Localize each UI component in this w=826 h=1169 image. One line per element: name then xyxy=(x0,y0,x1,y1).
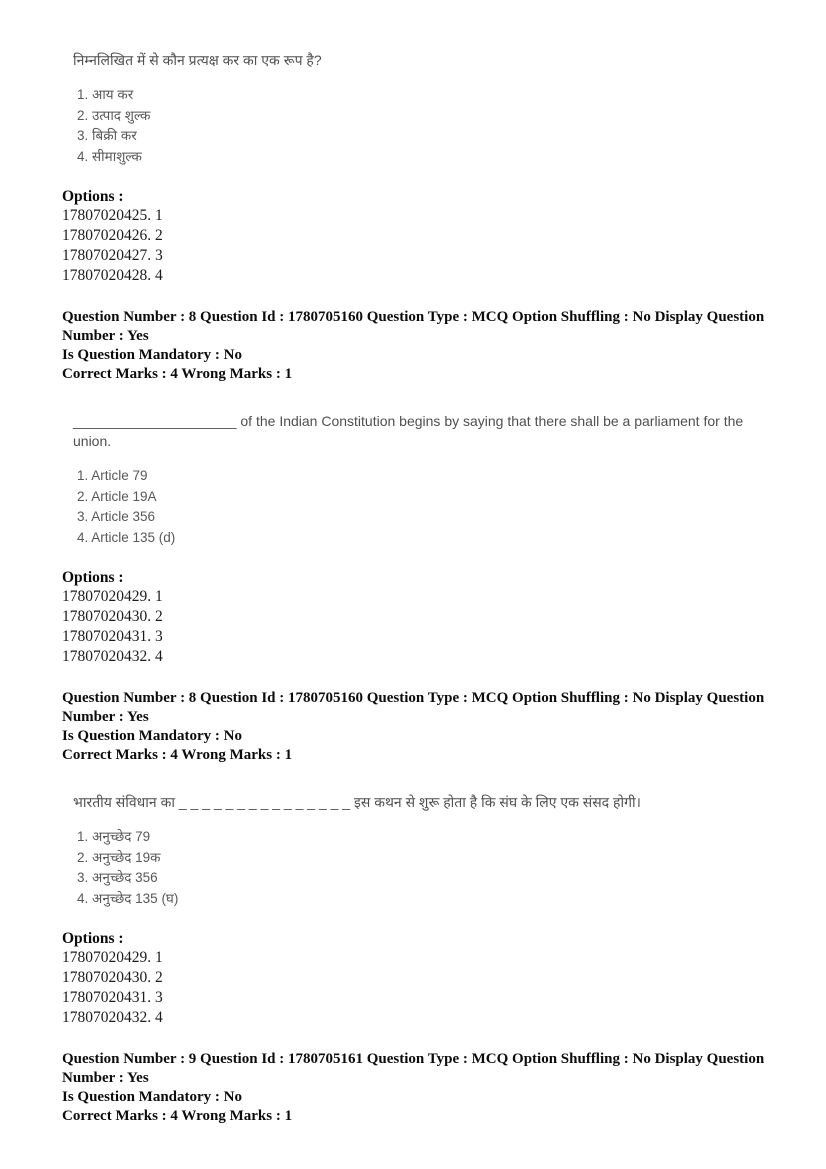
choice-item: 4. अनुच्छेद 135 (घ) xyxy=(77,890,179,906)
choice-list xyxy=(77,85,776,167)
option-id-list xyxy=(62,587,776,667)
question-metadata xyxy=(62,689,772,765)
option-id-row: 17807020426. 2 xyxy=(62,227,163,244)
question-block-hindi-q9 xyxy=(62,792,776,1126)
marks-line: Correct Marks : 4 Wrong Marks : 1 xyxy=(62,1108,293,1124)
option-id-list xyxy=(62,948,776,1028)
option-id-row: 17807020428. 4 xyxy=(62,267,163,284)
option-id-row: 17807020427. 3 xyxy=(62,247,163,264)
options-heading: Options : xyxy=(62,569,124,586)
option-id-row: 17807020430. 2 xyxy=(62,608,163,625)
option-id-list xyxy=(62,206,776,286)
option-id-row: 17807020430. 2 xyxy=(62,969,163,986)
meta-line-1: Question Number : 8 Question Id : 1780705160 Question Type : MCQ Option Shuffling : No Display Question Number : Yes xyxy=(62,309,765,344)
meta-line-1: Question Number : 8 Question Id : 1780705160 Question Type : MCQ Option Shuffling : No Display Question Number : Yes xyxy=(62,690,765,725)
meta-line-2: Is Question Mandatory : No xyxy=(62,1089,243,1105)
option-id-row: 17807020425. 1 xyxy=(62,207,163,224)
choice-item: 1. आय कर xyxy=(77,87,134,102)
choice-item: 2. अनुच्छेद 19क xyxy=(77,849,161,865)
question-text: निम्नलिखित में से कौन प्रत्यक्ष कर का एक रूप है? xyxy=(73,52,322,68)
question-text: _____________________ of the Indian Constitution begins by saying that there shall be a parliament for the union. xyxy=(73,413,744,449)
question-block-hindi-q8 xyxy=(62,50,776,384)
meta-line-2: Is Question Mandatory : No xyxy=(62,347,243,363)
choice-item: 3. अनुच्छेद 356 xyxy=(77,870,158,885)
option-id-row: 17807020432. 4 xyxy=(62,648,163,665)
marks-line: Correct Marks : 4 Wrong Marks : 1 xyxy=(62,747,293,763)
meta-line-1: Question Number : 9 Question Id : 1780705161 Question Type : MCQ Option Shuffling : No Display Question Number : Yes xyxy=(62,1051,765,1086)
choice-item: 2. उत्पाद शुल्क xyxy=(77,107,151,123)
options-heading: Options : xyxy=(62,930,124,947)
choice-item: 1. अनुच्छेद 79 xyxy=(77,829,151,844)
meta-line-2: Is Question Mandatory : No xyxy=(62,728,243,744)
choice-item: 3. Article 356 xyxy=(77,509,156,524)
choice-list xyxy=(77,466,776,548)
choice-item: 4. सीमाशुल्क xyxy=(77,148,142,164)
option-id-row: 17807020429. 1 xyxy=(62,949,163,966)
options-heading: Options : xyxy=(62,188,124,205)
option-id-row: 17807020432. 4 xyxy=(62,1009,163,1026)
choice-item: 3. बिक्री कर xyxy=(77,128,137,143)
option-id-row: 17807020431. 3 xyxy=(62,989,163,1006)
question-text: भारतीय संविधान का _ _ _ _ _ _ _ _ _ _ _ _ _ _ _ इस कथन से शुरू होता है कि संघ के लिए एक संसद होगी। xyxy=(73,794,641,810)
question-block-english-q8 xyxy=(62,411,776,765)
option-id-row: 17807020431. 3 xyxy=(62,628,163,645)
choice-item: 4. Article 135 (d) xyxy=(77,529,176,545)
choice-item: 2. Article 19A xyxy=(77,488,157,504)
choice-item: 1. Article 79 xyxy=(77,468,148,483)
marks-line: Correct Marks : 4 Wrong Marks : 1 xyxy=(62,366,293,382)
question-metadata xyxy=(62,308,772,384)
choice-list xyxy=(77,827,776,909)
question-metadata xyxy=(62,1050,772,1126)
option-id-row: 17807020429. 1 xyxy=(62,588,163,605)
